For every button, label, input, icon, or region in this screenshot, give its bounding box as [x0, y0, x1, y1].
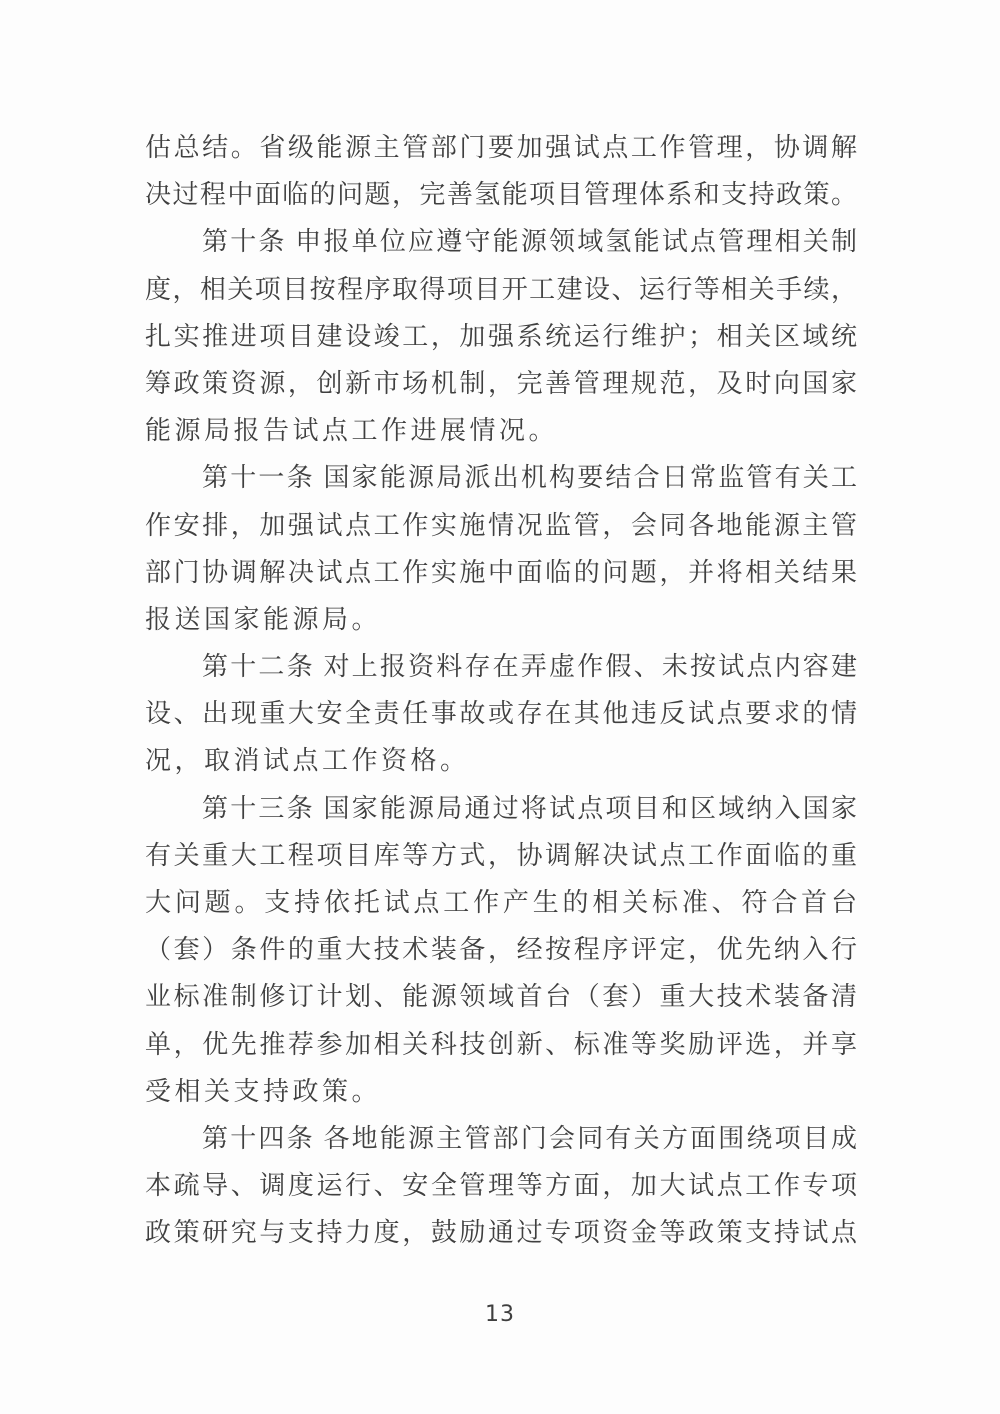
text-line: 第十一条 国家能源局派出机构要结合日常监管有关工: [202, 463, 857, 493]
text-line: （套）条件的重大技术装备，经按程序评定，优先纳入行: [145, 935, 857, 965]
text-line: 大问题。支持依托试点工作产生的相关标准、符合首台: [145, 888, 857, 917]
text-line: 本疏导、调度运行、安全管理等方面，加大试点工作专项: [145, 1171, 857, 1201]
text-line: 第十条 申报单位应遵守能源领域氢能试点管理相关制: [202, 227, 857, 257]
text-line: 单，优先推荐参加相关科技创新、标准等奖励评选，并享: [145, 1029, 857, 1059]
text-line: 筹政策资源，创新市场机制，完善管理规范，及时向国家: [145, 368, 857, 398]
text-line: 第十三条 国家能源局通过将试点项目和区域纳入国家: [202, 793, 857, 823]
text-line: 扎实推进项目建设竣工，加强系统运行维护；相关区域统: [145, 321, 857, 351]
text-line: 能源局报告试点工作进展情况。: [145, 416, 559, 446]
text-line: 业标准制修订计划、能源领域首台（套）重大技术装备清: [145, 982, 857, 1012]
text-line: 作安排，加强试点工作实施情况监管，会同各地能源主管: [145, 510, 857, 540]
document-body: [145, 124, 857, 1257]
text-line: 设、出现重大安全责任事故或存在其他违反试点要求的情: [145, 699, 857, 729]
text-line: 部门协调解决试点工作实施中面临的问题，并将相关结果: [145, 557, 857, 587]
text-line: 况，取消试点工作资格。: [145, 746, 470, 776]
page-number: 13: [485, 1302, 515, 1327]
text-line: 第十二条 对上报资料存在弄虚作假、未按试点内容建: [202, 652, 857, 682]
text-line: 估总结。省级能源主管部门要加强试点工作管理，协调解: [145, 133, 857, 162]
text-line: 受相关支持政策。: [145, 1076, 382, 1106]
text-line: 度，相关项目按程序取得项目开工建设、运行等相关手续，: [145, 274, 857, 304]
text-line: 第十四条 各地能源主管部门会同有关方面围绕项目成: [202, 1123, 857, 1153]
text-line: 决过程中面临的问题，完善氢能项目管理体系和支持政策。: [145, 180, 857, 210]
text-line: 报送国家能源局。: [145, 604, 382, 634]
text-line: 有关重大工程项目库等方式，协调解决试点工作面临的重: [145, 840, 857, 870]
text-line: 政策研究与支持力度，鼓励通过专项资金等政策支持试点: [145, 1218, 857, 1248]
